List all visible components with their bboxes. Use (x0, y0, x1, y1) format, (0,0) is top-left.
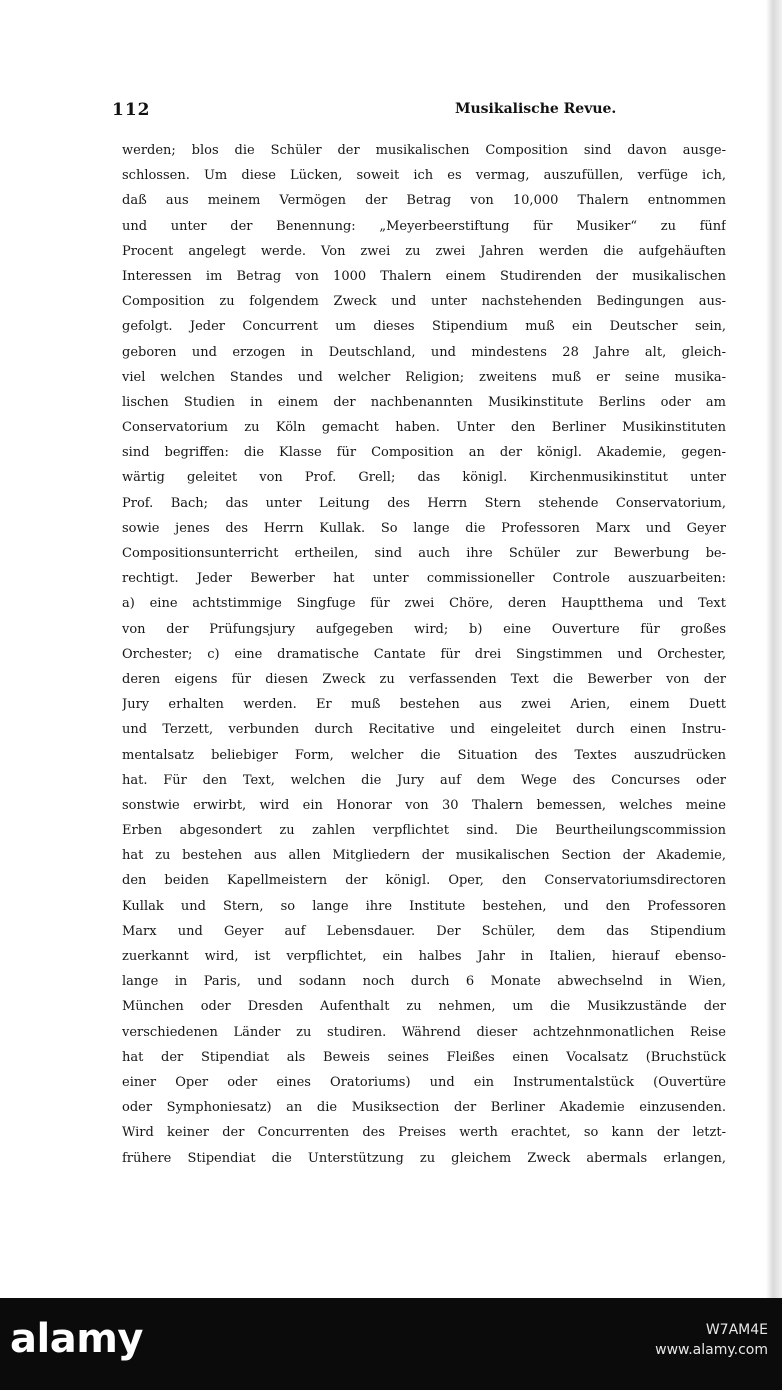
text-line: Interessen im Betrag von 1000 Thalern einem Studirenden der musikalischen (122, 268, 726, 284)
text-line: hat zu bestehen aus allen Mitgliedern der musikalischen Section der Akademie, (122, 848, 726, 864)
text-line: Erben abgesondert zu zahlen verpflichtet sind. Die Beurtheilungscommission (122, 823, 726, 839)
text-line: frühere Stipendiat die Unterstützung zu gleichem Zweck abermals erlangen, (122, 1150, 726, 1166)
text-line: lange in Paris, und sodann noch durch 6 Monate abwechselnd in Wien, (122, 974, 726, 990)
text-line: wärtig geleitet von Prof. Grell; das königl. Kirchenmusikinstitut unter (122, 470, 726, 486)
text-line: Compositionsunterricht ertheilen, sind auch ihre Schüler zur Bewerbung be- (122, 546, 726, 561)
page-header (112, 100, 726, 124)
text-line: Conservatorium zu Köln gemacht haben. Unter den Berliner Musikinstituten (122, 420, 726, 436)
text-line: Procent angelegt werde. Von zwei zu zwei Jahren werden die aufgehäuften (122, 243, 726, 259)
text-line: gefolgt. Jeder Concurrent um dieses Stipendium muß ein Deutscher sein, (122, 319, 726, 335)
text-line: Wird keiner der Concurrenten des Preises werth erachtet, so kann der letzt- (122, 1125, 726, 1141)
text-line: hat. Für den Text, welchen die Jury auf dem Wege des Concurses oder (122, 772, 726, 788)
text-line: Composition zu folgendem Zweck und unter nachstehenden Bedingungen aus- (122, 294, 726, 310)
text-line: deren eigens für diesen Zweck zu verfassenden Text die Bewerber von der (122, 671, 726, 687)
text-line: sonstwie erwirbt, wird ein Honorar von 30 Thalern bemessen, welches meine (122, 797, 726, 813)
text-line: a) eine achtstimmige Singfuge für zwei Chöre, deren Hauptthema und Text (122, 596, 726, 612)
body-text (122, 138, 726, 1171)
text-line: Prof. Bach; das unter Leitung des Herrn Stern stehende Conservatorium, (122, 495, 726, 511)
text-line: Kullak und Stern, so lange ihre Institute bestehen, und den Professoren (122, 898, 726, 914)
watermark-url: www.alamy.com (655, 1342, 768, 1358)
text-line: lischen Studien in einem der nachbenannten Musikinstitute Berlins oder am (122, 394, 726, 410)
text-line: geboren und erzogen in Deutschland, und mindestens 28 Jahre alt, gleich- (122, 344, 726, 360)
text-line: München oder Dresden Aufenthalt zu nehmen, um die Musikzustände der (122, 999, 726, 1015)
text-line: werden; blos die Schüler der musikalischen Composition sind davon ausge- (122, 143, 726, 158)
text-line: verschiedenen Länder zu studiren. Während dieser achtzehnmonatlichen Reise (122, 1024, 726, 1040)
text-line: von der Prüfungsjury aufgegeben wird; b) eine Ouverture für großes (122, 621, 726, 637)
watermark-logo: alamy (10, 1316, 143, 1362)
text-line: schlossen. Um diese Lücken, soweit ich es vermag, auszufüllen, verfüge ich, (122, 168, 726, 184)
text-line: zuerkannt wird, ist verpflichtet, ein halbes Jahr in Italien, hierauf ebenso- (122, 949, 726, 964)
text-line: sind begriffen: die Klasse für Composition an der königl. Akademie, gegen- (122, 445, 726, 461)
text-line: daß aus meinem Vermögen der Betrag von 10,000 Thalern entnommen (122, 193, 726, 209)
text-line: und Terzett, verbunden durch Recitative und eingeleitet durch einen Instru- (122, 722, 726, 738)
text-line: rechtigt. Jeder Bewerber hat unter commissioneller Controle auszuarbeiten: (122, 571, 726, 587)
text-line: Marx und Geyer auf Lebensdauer. Der Schüler, dem das Stipendium (122, 923, 726, 939)
text-line: oder Symphoniesatz) an die Musiksection der Berliner Akademie einzusenden. (122, 1100, 726, 1116)
text-line: den beiden Kapellmeistern der königl. Oper, den Conservatoriumsdirectoren (122, 873, 726, 889)
text-line: sowie jenes des Herrn Kullak. So lange die Professoren Marx und Geyer (122, 520, 726, 536)
watermark-image-code: W7AM4E (705, 1322, 768, 1338)
watermark-info (655, 1320, 768, 1360)
text-line: Jury erhalten werden. Er muß bestehen aus zwei Arien, einem Duett (122, 697, 726, 713)
watermark-bar (0, 1298, 782, 1390)
text-line: mentalsatz beliebiger Form, welcher die Situation des Textes auszudrücken (122, 747, 726, 763)
page-number: 112 (112, 100, 151, 120)
text-line: Orchester; c) eine dramatische Cantate für drei Singstimmen und Orchester, (122, 646, 726, 662)
running-title: Musikalische Revue. (455, 101, 617, 117)
text-line: und unter der Benennung: „Meyerbeerstiftung für Musiker“ zu fünf (122, 218, 726, 234)
text-line: viel welchen Standes und welcher Religion; zweitens muß er seine musika- (122, 369, 726, 385)
text-line: hat der Stipendiat als Beweis seines Fleißes einen Vocalsatz (Bruchstück (122, 1049, 726, 1065)
text-line: einer Oper oder eines Oratoriums) und ein Instrumentalstück (Ouvertüre (122, 1074, 726, 1090)
scan-page-edge (766, 0, 782, 1298)
